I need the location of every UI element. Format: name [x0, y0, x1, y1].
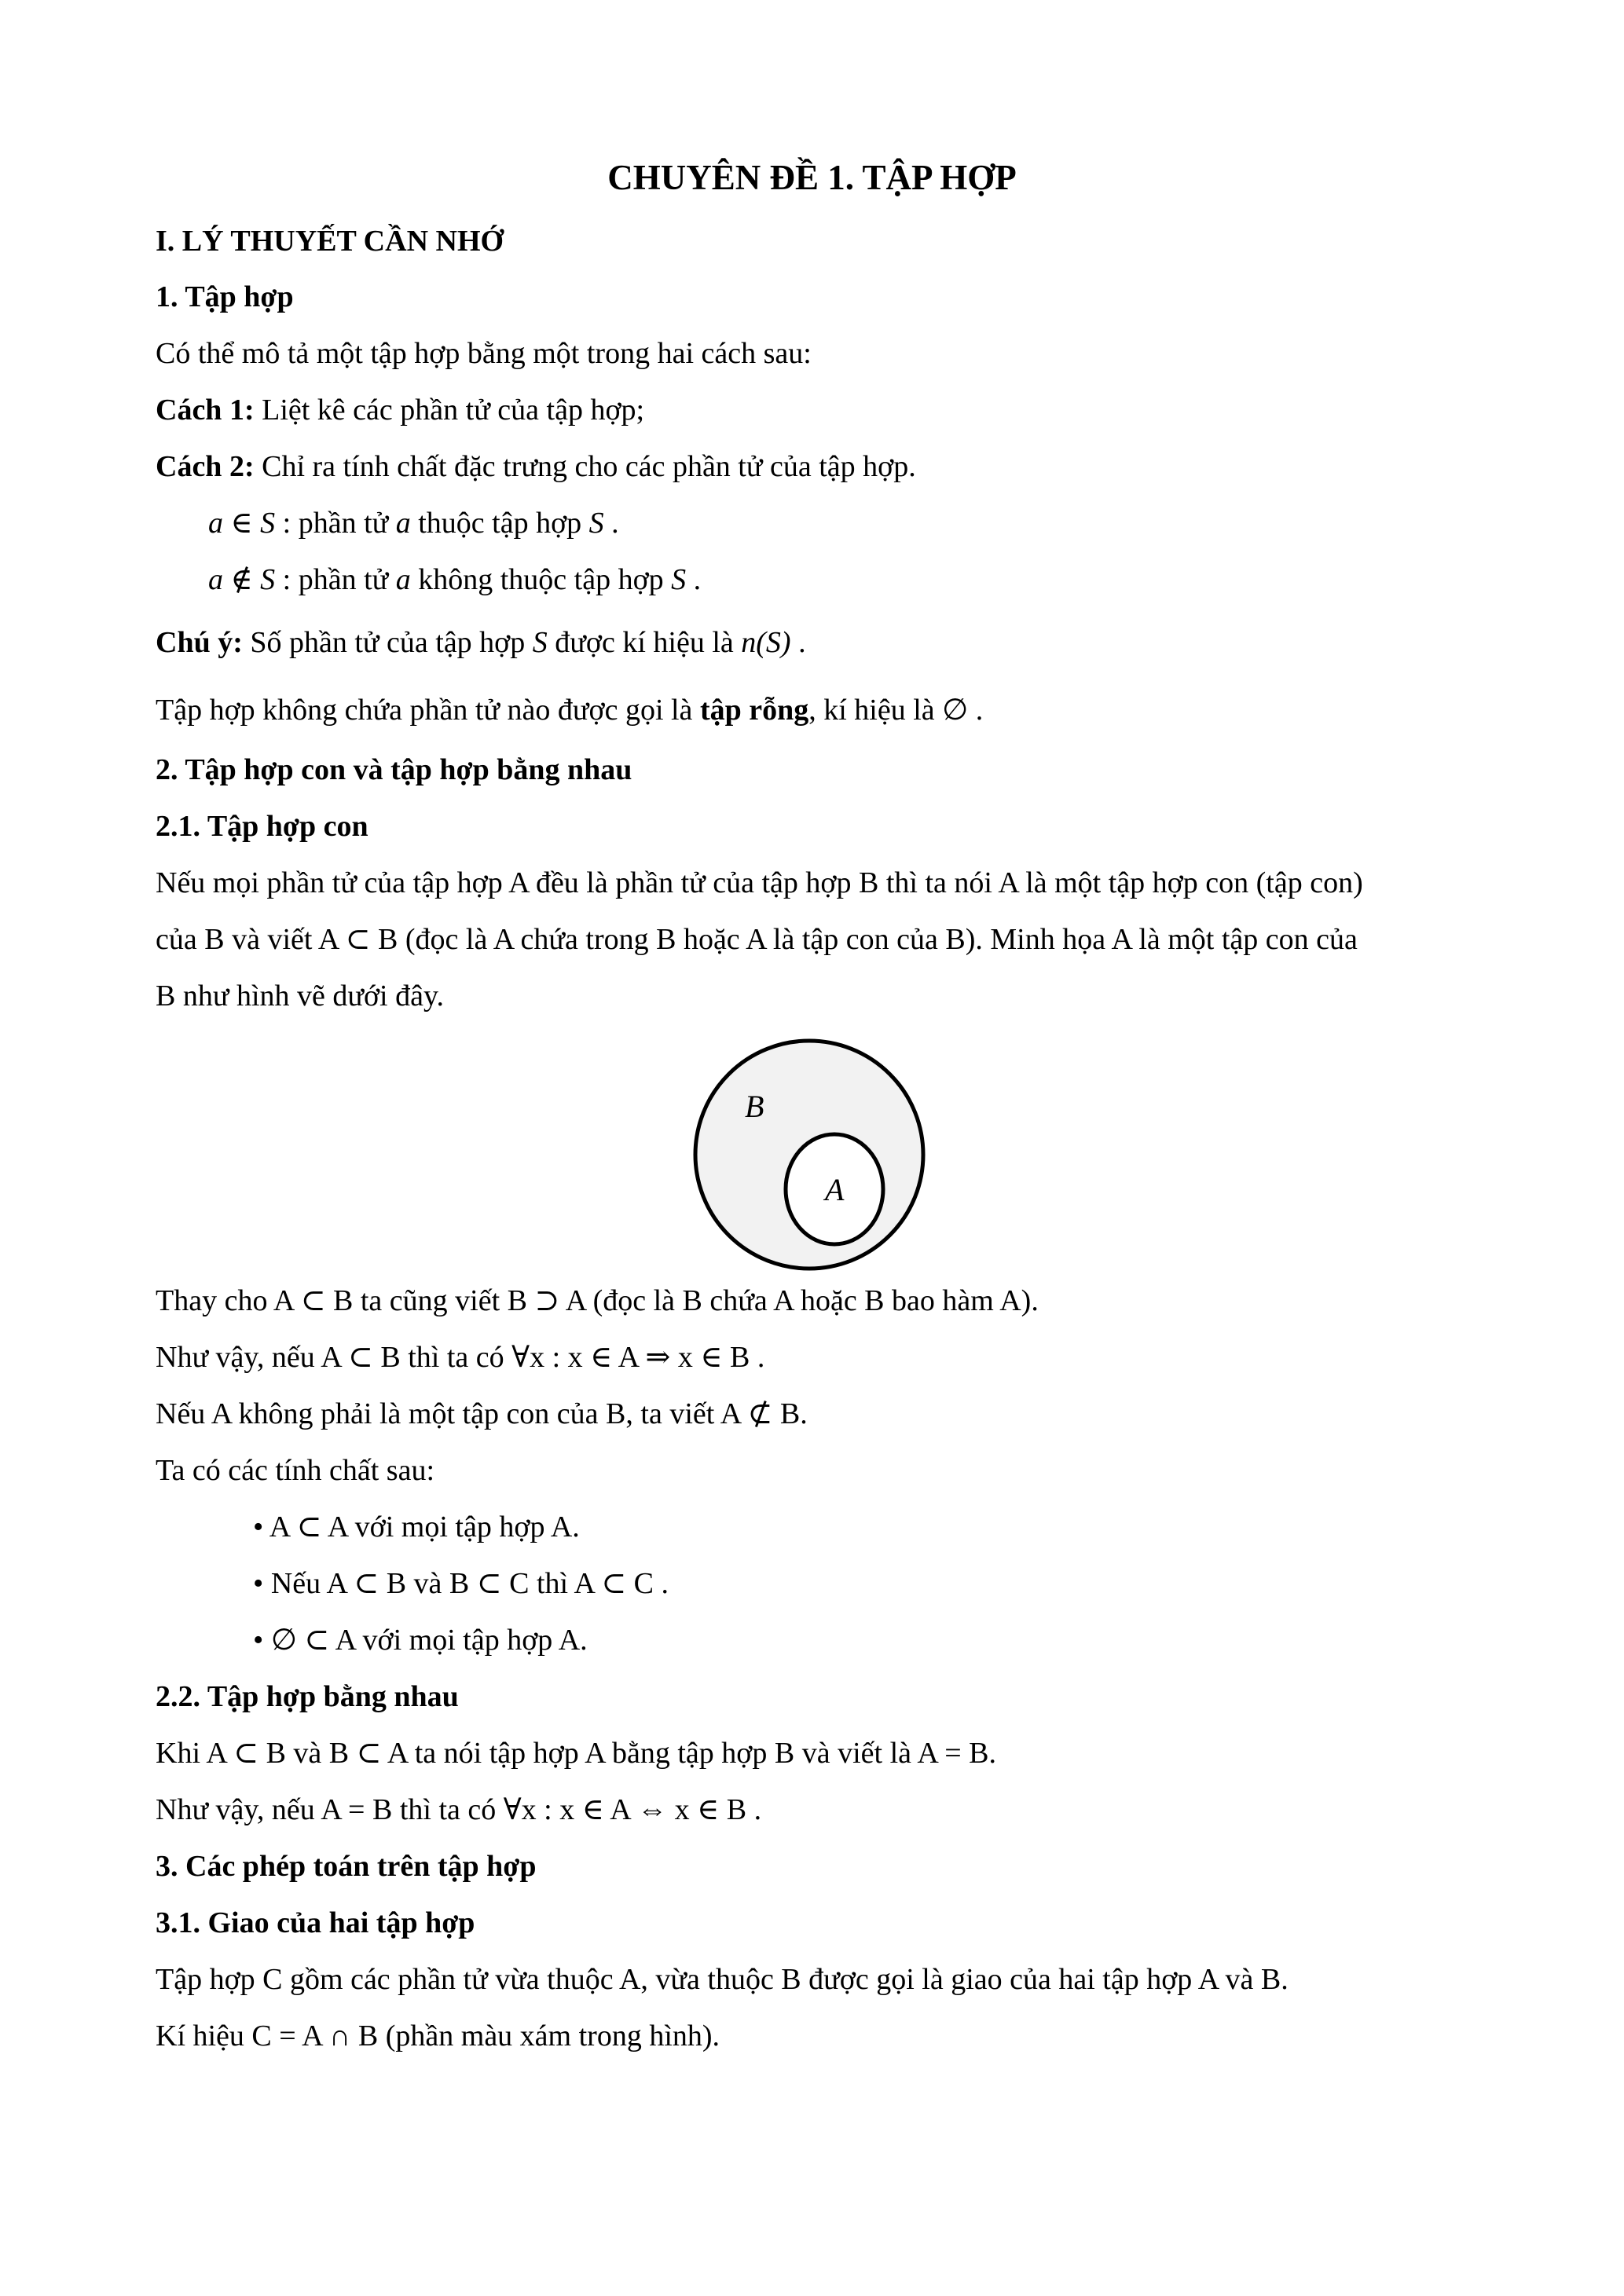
element-notin-line — [208, 561, 701, 599]
note-text2: được kí hiệu là — [547, 626, 742, 659]
property-text: ∅ ⊂ A với mọi tập hợp A. — [270, 1624, 588, 1657]
note-expr: n(S) — [741, 626, 791, 659]
sets-intro: Có thể mô tả một tập hợp bằng một trong hai cách sau: — [156, 337, 812, 370]
superset-line: Thay cho A ⊂ B ta cũng viết B ⊃ A (đọc là B chứa A hoặc B bao hàm A). — [156, 1284, 1039, 1317]
heading-sets: 1. Tập hợp — [156, 280, 294, 313]
element-in-text1: : phần tử — [275, 507, 396, 540]
property-item — [253, 1621, 588, 1659]
intersection-def: Tập hợp C gồm các phần tử vừa thuộc A, vừa thuộc B được gọi là giao của hai tập hợp A và B. — [156, 1963, 1289, 1996]
empty-text2: , kí hiệu là — [808, 694, 943, 727]
method-2-label: Cách 2: — [156, 450, 255, 483]
subset-def-line1: Nếu mọi phần tử của tập hợp A đều là phần tử của tập hợp B thì ta nói A là một tập hợp con (tập con) — [156, 866, 1363, 899]
note-S: S — [532, 626, 548, 659]
note-line — [156, 624, 806, 661]
method-1 — [156, 391, 644, 429]
empty-set-line — [156, 691, 983, 729]
venn-diagram-subset — [691, 1037, 927, 1273]
property-text: Nếu A ⊂ B và B ⊂ C thì A ⊂ C . — [270, 1567, 669, 1600]
element-in-line — [208, 504, 619, 542]
method-1-label: Cách 1: — [156, 394, 255, 427]
bullet-dot: • — [253, 1567, 264, 1600]
method-1-text: Liệt kê các phần tử của tập hợp; — [254, 394, 645, 427]
element-in-S: S — [588, 507, 604, 540]
property-item — [253, 1565, 669, 1602]
element-notin-S: S — [671, 563, 687, 596]
heading-operations: 3. Các phép toán trên tập hợp — [156, 1850, 537, 1883]
empty-end: . — [968, 694, 984, 727]
element-notin-a: a — [395, 563, 411, 596]
element-notin-text2: không thuộc tập hợp — [410, 563, 672, 596]
element-notin-text1: : phần tử — [275, 563, 396, 596]
element-in-end: . — [603, 507, 619, 540]
method-2-text: Chỉ ra tính chất đặc trưng cho các phần tử của tập hợp. — [254, 450, 916, 483]
subset-def-line3: B như hình vẽ dưới đây. — [156, 980, 445, 1013]
section-heading-theory: I. LÝ THUYẾT CẦN NHỚ — [156, 225, 504, 258]
empty-text1: Tập hợp không chứa phần tử nào được gọi là — [156, 694, 700, 727]
note-label: Chú ý: — [156, 626, 243, 659]
element-notin-expr: a ∉ S — [208, 563, 276, 596]
heading-intersection: 3.1. Giao của hai tập hợp — [156, 1906, 475, 1939]
note-end: . — [790, 626, 806, 659]
not-subset-line: Nếu A không phải là một tập con của B, ta viết A ⊄ B. — [156, 1397, 808, 1430]
properties-intro: Ta có các tính chất sau: — [156, 1454, 435, 1487]
method-2 — [156, 448, 916, 485]
heading-equal-sets: 2.2. Tập hợp bằng nhau — [156, 1680, 459, 1713]
empty-symbol: ∅ — [942, 694, 969, 727]
page-title: CHUYÊN ĐỀ 1. TẬP HỢP — [607, 158, 1017, 197]
empty-bold: tập rỗng — [699, 694, 809, 727]
element-notin-end: . — [686, 563, 702, 596]
property-text: A ⊂ A với mọi tập hợp A. — [269, 1511, 580, 1543]
venn-label-B: B — [745, 1089, 764, 1124]
bullet-dot: • — [253, 1511, 264, 1543]
venn-label-A: A — [825, 1172, 845, 1207]
element-in-a: a — [395, 507, 411, 540]
intersection-notation: Kí hiệu C = A ∩ B (phần màu xám trong hình). — [156, 2020, 720, 2052]
element-in-text2: thuộc tập hợp — [410, 507, 589, 540]
subset-def-line2: của B và viết A ⊂ B (đọc là A chứa trong B hoặc A là tập con của B). Minh họa A là một tập con của — [156, 923, 1358, 956]
element-in-expr: a ∈ S — [208, 507, 276, 540]
heading-subset: 2.1. Tập hợp con — [156, 810, 368, 843]
note-text1: Số phần tử của tập hợp — [242, 626, 533, 659]
heading-subsets: 2. Tập hợp con và tập hợp bằng nhau — [156, 753, 632, 786]
bullet-dot: • — [253, 1624, 264, 1657]
equal-sets-line2: Như vậy, nếu A = B thì ta có ∀x : x ∈ A ⇔ x ∈ B . — [156, 1793, 762, 1826]
property-item — [253, 1508, 580, 1546]
equal-sets-line1: Khi A ⊂ B và B ⊂ A ta nói tập hợp A bằng tập hợp B và viết là A = B. — [156, 1737, 997, 1770]
implies-line: Như vậy, nếu A ⊂ B thì ta có ∀x : x ∈ A ⇒ x ∈ B . — [156, 1341, 765, 1374]
